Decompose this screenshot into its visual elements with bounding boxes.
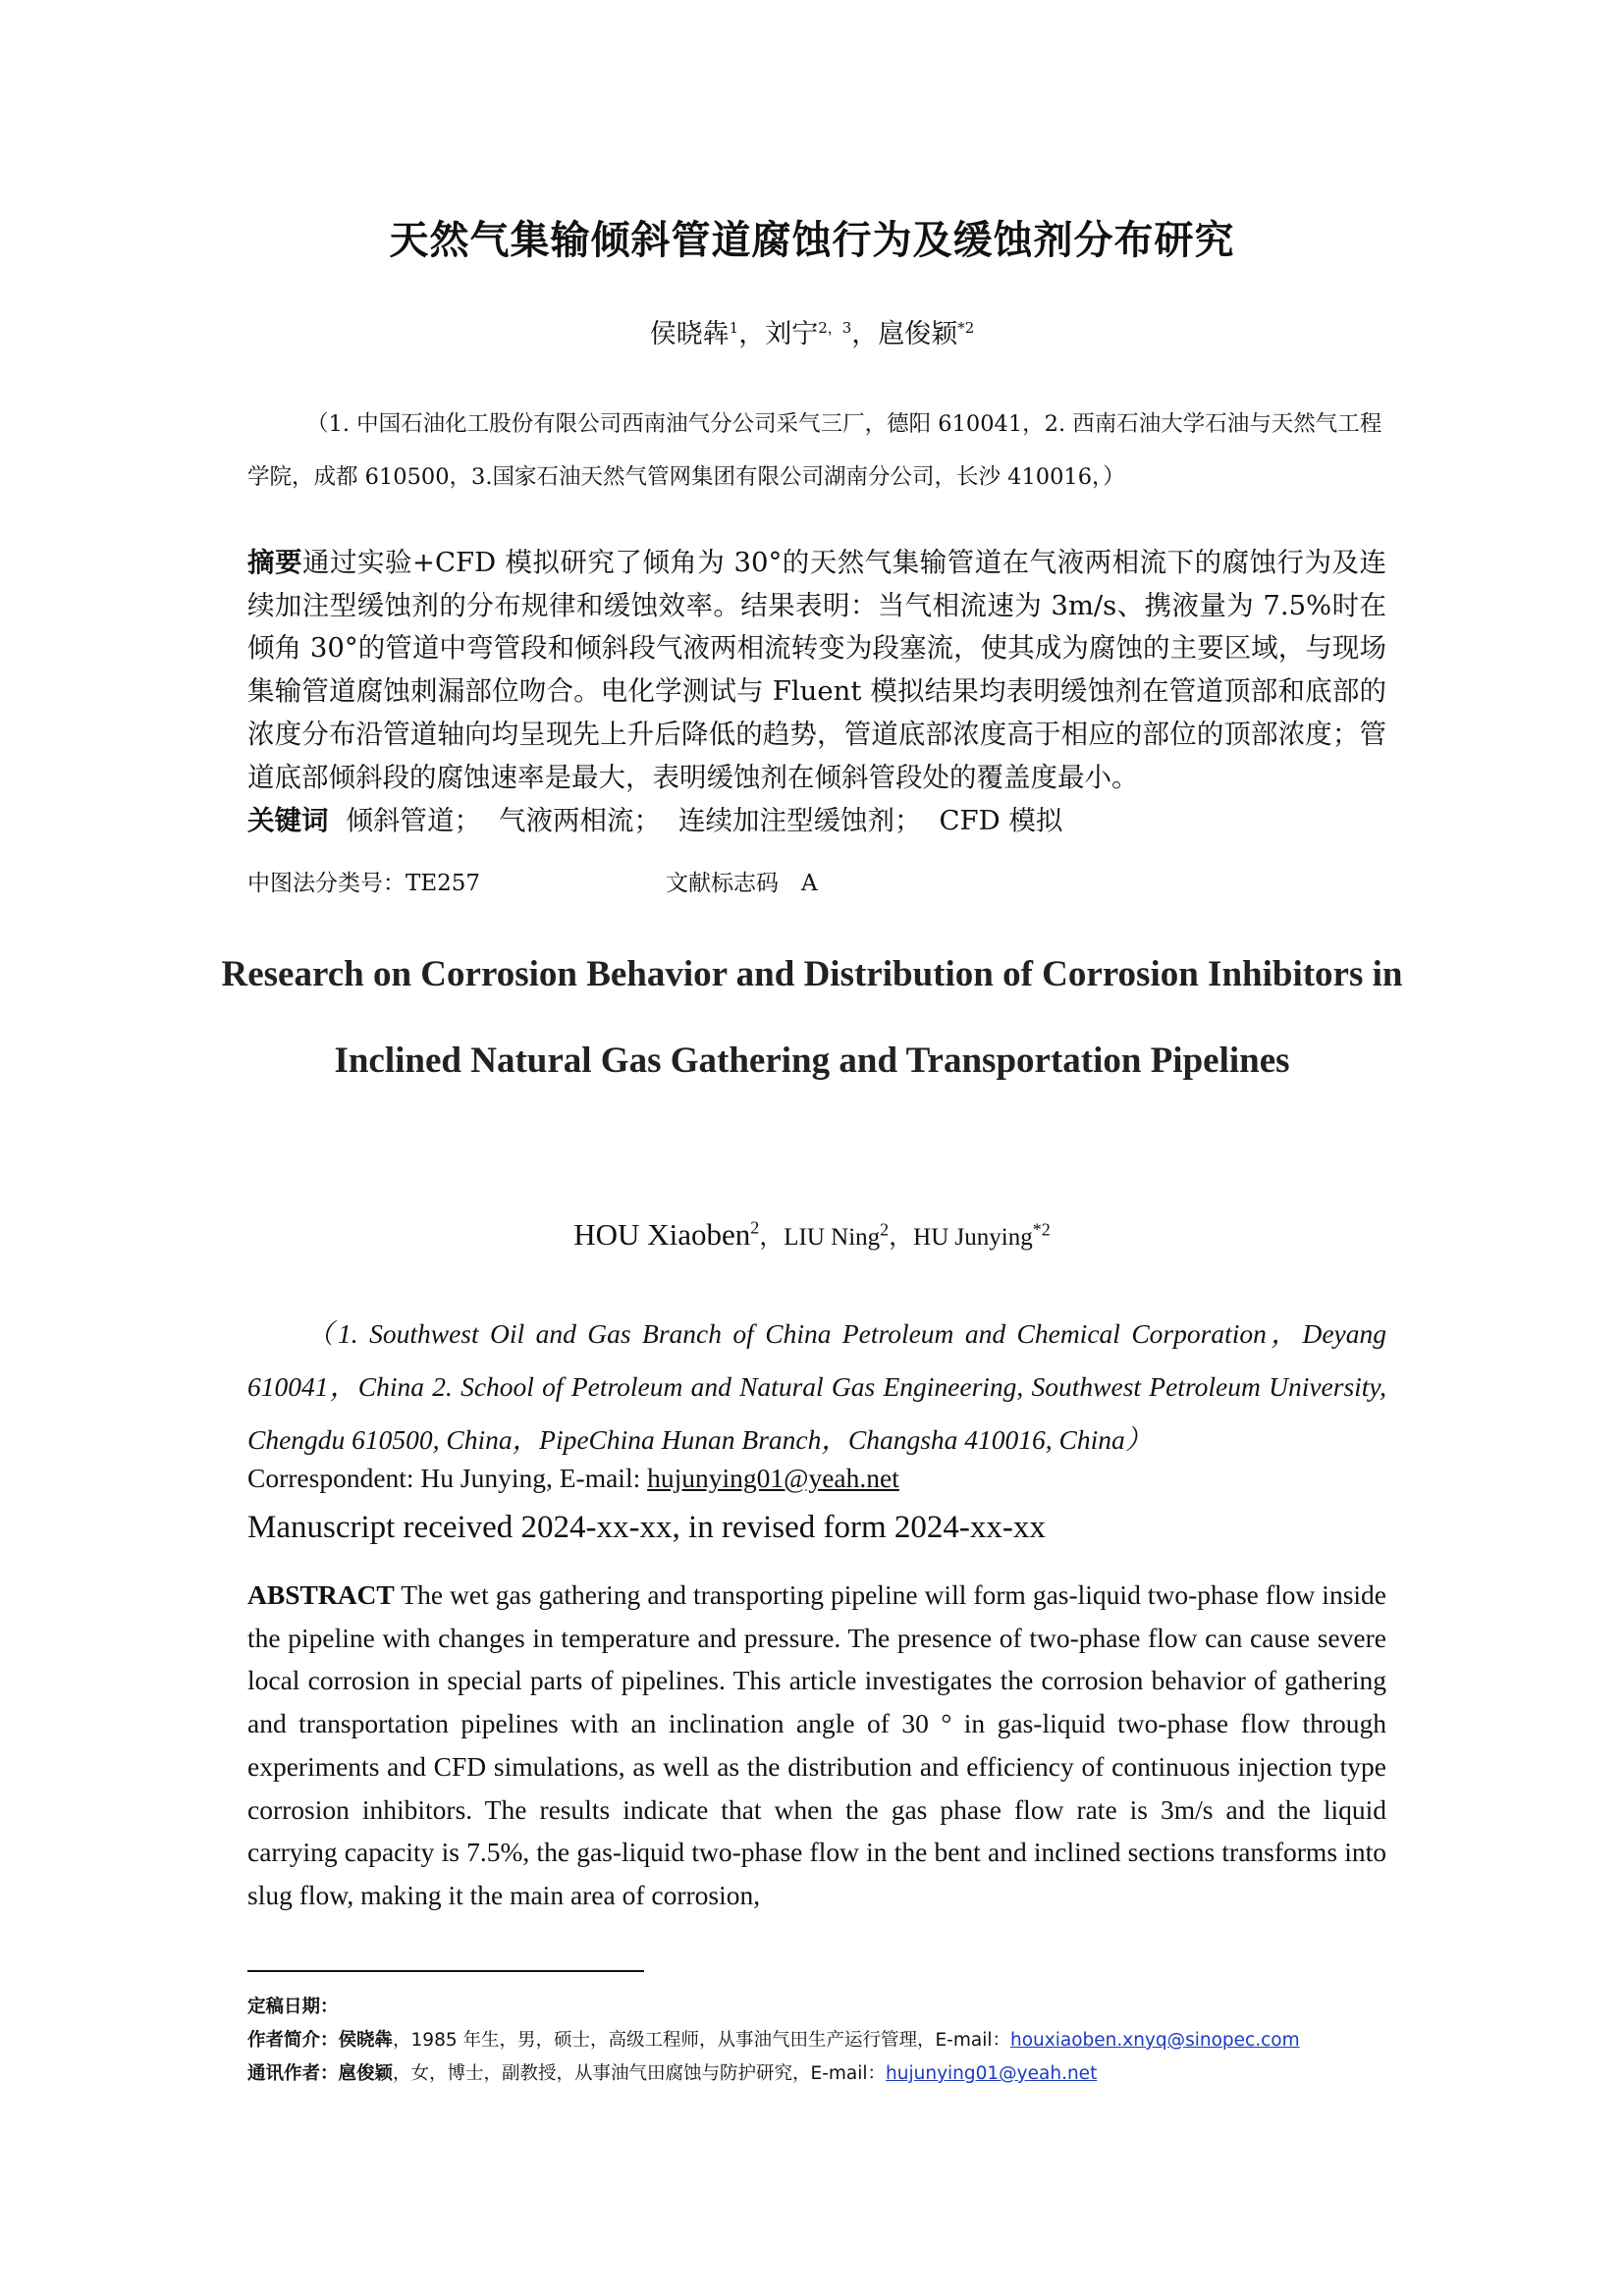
chinese-affiliations: （1. 中国石油化工股份有限公司西南油气分公司采气三厂，德阳 610041，2. 西南石油大学石油与天然气工程学院，成都 610500，3.国家石油天然气管网集团有限公司湖南分公司，长沙 410016，） <box>247 411 1382 490</box>
keyword: CFD 模拟 <box>939 805 1063 836</box>
author-separator: ， <box>889 1224 914 1251</box>
corr-author-label: 通讯作者： <box>247 2063 339 2084</box>
author-affil-marker: 2，3 <box>818 319 852 337</box>
author-name: HOU Xiaoben <box>573 1217 751 1252</box>
correspondent-line <box>247 1463 899 1494</box>
author-affil-marker: 2 <box>750 1217 760 1238</box>
chinese-abstract <box>247 542 1386 799</box>
keyword: 倾斜管道； <box>346 805 481 836</box>
keywords-label: 关键词 <box>247 805 329 836</box>
author-name: 刘宁 <box>765 319 819 349</box>
author-name: 扈俊颖 <box>878 319 958 349</box>
author-intro-name: 侯晓犇 <box>338 2030 394 2051</box>
author-affil-marker: 1 <box>729 319 739 337</box>
correspondent-text: Correspondent: Hu Junying, E-mail: <box>247 1463 648 1493</box>
clc-number: 中图法分类号：TE257 <box>247 871 481 896</box>
author-affil-marker: *2 <box>1032 1219 1051 1240</box>
corr-author-email-link[interactable]: hujunying01@yeah.net <box>886 2063 1098 2084</box>
manuscript-dates: Manuscript received 2024-xx-xx, in revised form 2024-xx-xx <box>247 1510 1046 1545</box>
corr-author-name: 扈俊颖 <box>338 2063 394 2084</box>
author-separator: ， <box>851 319 879 349</box>
footnote-divider <box>247 1970 644 1972</box>
author-affil-marker: 2 <box>880 1219 890 1240</box>
author-name: 侯晓犇 <box>649 319 730 349</box>
correspondent-email-link[interactable]: hujunying01@yeah.net <box>647 1463 899 1493</box>
keyword: 气液两相流； <box>499 805 661 836</box>
footnote-author-intro <box>247 2026 1300 2052</box>
author-name: HU Junying <box>913 1224 1033 1251</box>
author-intro-text: ，1985 年生，男，硕士，高级工程师，从事油气田生产运行管理，E-mail： <box>393 2030 1010 2051</box>
author-affil-marker: *2 <box>957 319 975 337</box>
chinese-title: 天然气集输倾斜管道腐蚀行为及缓蚀剂分布研究 <box>389 218 1235 263</box>
english-abstract <box>247 1574 1386 1917</box>
chinese-keywords <box>247 799 1386 842</box>
footnote-corresponding-author <box>247 2059 1097 2085</box>
english-affiliations: （1. Southwest Oil and Gas Branch of China Petroleum and Chemical Corporation，Deyang 610041，China 2. School of Petroleum and Natural Gas Engineering, Southwest Petroleum University, Chengdu 610500, China，PipeChina Hunan Branch，Changsha 410016, China） <box>247 1318 1386 1455</box>
author-intro-label: 作者简介： <box>247 2030 339 2051</box>
english-title: Research on Corrosion Behavior and Distribution of Corrosion Inhibitors in Inclined Natural Gas Gathering and Transportation Pipelines <box>221 954 1403 1081</box>
author-separator: ， <box>738 319 766 349</box>
chinese-authors <box>0 312 1624 350</box>
corr-author-text: ，女，博士，副教授，从事油气田腐蚀与防护研究，E-mail： <box>393 2063 887 2084</box>
author-separator: ， <box>759 1224 785 1251</box>
chinese-abstract-text: 通过实验+CFD 模拟研究了倾角为 30°的天然气集输管道在气液两相流下的腐蚀行为及连续加注型缓蚀剂的分布规律和缓蚀效率。结果表明：当气相流速为 3m/s、携液量为 7.5%时在倾角 30°的管道中弯管段和倾斜段气液两相流转变为段塞流，使其成为腐蚀的主要区域，与现场集输管道腐蚀刺漏部位吻合。电化学测试与 Fluent 模拟结果均表明缓蚀剂在管道顶部和底部的浓度分布沿管道轴向均呈现先上升后降低的趋势，管道底部浓度高于相应的部位的顶部浓度；管道底部倾斜段的腐蚀速率是最大，表明缓蚀剂在倾斜管段处的覆盖度最小。 <box>247 547 1387 793</box>
author-intro-email-link[interactable]: houxiaoben.xnyq@sinopec.com <box>1010 2030 1300 2051</box>
english-abstract-text: The wet gas gathering and transporting pipeline will form gas-liquid two-phase flow inside the pipeline with changes in temperature and pressure. The presence of two-phase flow can cause severe local corrosion in special parts of pipelines. This article investigates the corrosion behavior of gathering and transportation pipelines with an inclination angle of 30 ° in gas-liquid two-phase flow through experiments and CFD simulations, as well as the distribution and efficiency of continuous injection type corrosion inhibitors. The results indicate that when the gas phase flow rate is 3m/s and the liquid carrying capacity is 7.5%, the gas-liquid two-phase flow in the bent and inclined sections transforms into slug flow, making it the main area of corrosion, <box>247 1579 1386 1910</box>
received-label: 定稿日期： <box>247 1997 339 2017</box>
english-abstract-label: ABSTRACT <box>247 1579 395 1610</box>
footnote-received <box>247 1993 339 2018</box>
author-name: LIU Ning <box>784 1224 881 1251</box>
document-code: 文献标志码 A <box>666 871 818 896</box>
english-authors <box>0 1217 1624 1253</box>
chinese-abstract-label: 摘要 <box>247 547 302 578</box>
keyword: 连续加注型缓蚀剂； <box>678 805 922 836</box>
